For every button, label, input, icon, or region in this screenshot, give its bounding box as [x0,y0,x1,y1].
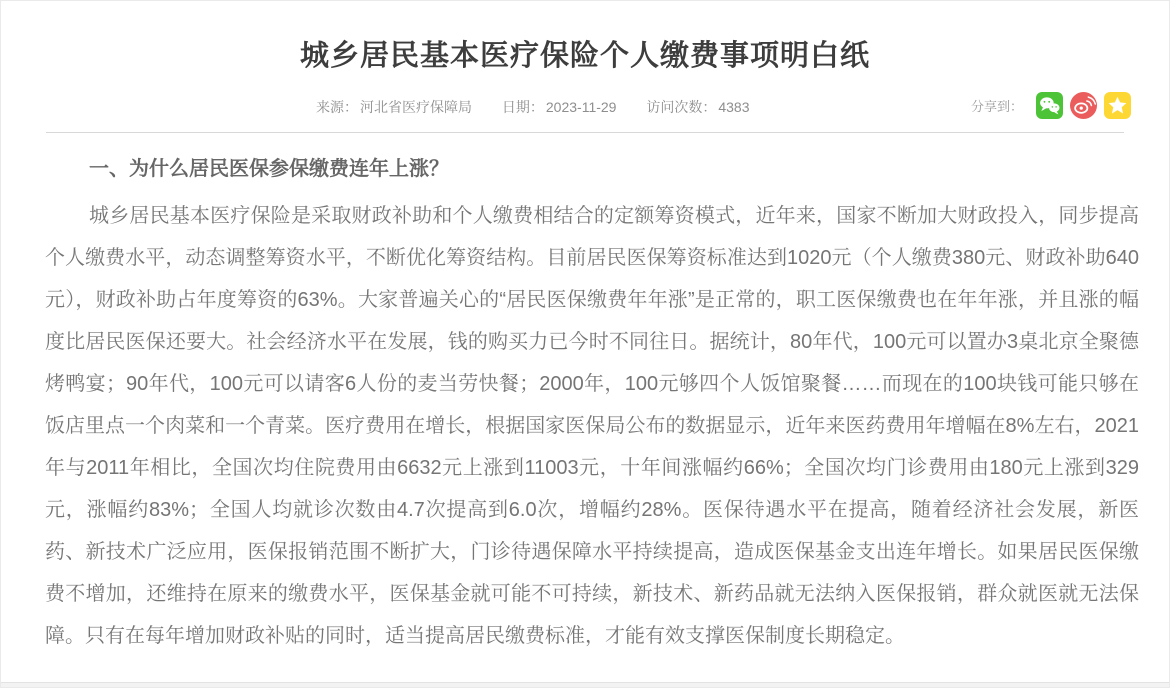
meta-source-label: 来源： [316,99,358,115]
bottom-page-edge [1,682,1169,687]
share-label: 分享到： [970,99,1023,114]
meta-date-label: 日期： [501,99,544,115]
section-heading: 一、为什么居民医保参保缴费连年上涨？ [89,158,449,180]
meta-source [316,99,472,115]
meta-visits-value: 4383 [718,99,750,115]
article-paragraph: 城乡居民基本医疗保险是采取财政补助和个人缴费相结合的定额筹资模式，近年来，国家不断加大财政投入，同步提高个人缴费水平，动态调整筹资水平，不断优化筹资结构。目前居民医保筹资标准达到1020元（个人缴费380元、财政补助640元），财政补助占年度筹资的63%。大家普遍关心的“居民医保缴费年年涨”是正常的，职工医保缴费也在年年涨，并且涨的幅度比居民医保还要大。社会经济水平在发展，钱的购买力已今时不同往日。据统计，80年代，100元可以置办3桌北京全聚德烤鸭宴；90年代，100元可以请客6人份的麦当劳快餐；2000年，100元够四个人饭馆聚餐……而现在的100块钱可能只够在饭店里点一个肉菜和一个青菜。医疗费用在增长，根据国家医保局公布的数据显示，近年来医药费用年增幅在8%左右，2021年与2011年相比，全国次均住院费用由6632元上涨到11003元，十年间涨幅约66%；全国次均门诊费用由180元上涨到329元，涨幅约83%；全国人均就诊次数由4.7次提高到6.0次，增幅约28%。医保待遇水平在提高，随着经济社会发展，新医药、新技术广泛应用，医保报销范围不断扩大，门诊待遇保障水平持续提高，造成医保基金支出连年增长。如果居民医保缴费不增加，还维持在原来的缴费水平，医保基金就可能不可持续，新技术、新药品就无法纳入医保报销，群众就医就无法保障。只有在每年增加财政补贴的同时，适当提高居民缴费标准，才能有效支撑医保制度长期稳定。 [45,205,1139,647]
meta-date [502,99,617,115]
meta-date-value: 2023-11-29 [545,99,617,115]
meta-visits-label: 访问次数： [646,99,717,115]
page-title: 城乡居民基本医疗保险个人缴费事项明白纸 [299,40,870,72]
wechat-share-icon[interactable] [1036,92,1063,119]
weibo-share-icon[interactable] [1070,92,1097,119]
share-bar [971,92,1131,119]
meta-source-value: 河北省医疗保障局 [360,99,472,115]
article-meta [316,97,776,117]
article-body [45,151,1139,657]
header-divider [46,132,1124,133]
qzone-share-icon[interactable] [1104,92,1131,119]
meta-visits [646,99,749,115]
